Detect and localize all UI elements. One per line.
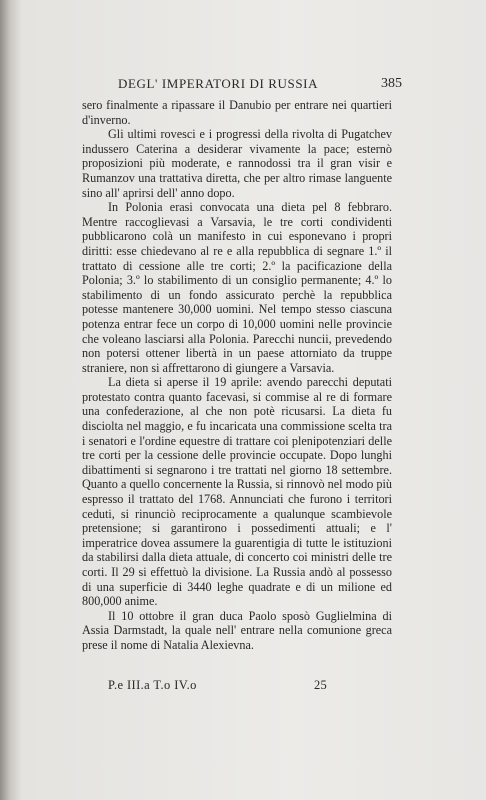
folio-number: 25: [314, 678, 328, 692]
paragraph-polonia-dieta: [82, 200, 392, 375]
paragraph-text: sero finalmente a ripassare il Danubio per entrare nei quartieri d'inverno.: [82, 98, 392, 127]
paragraph-dieta-aprile: [82, 375, 392, 609]
paragraph-text: Il 10 ottobre il gran duca Paolo sposò Guglielmina di Assia Darmstadt, la quale nell' entrare nella comunione greca prese il nome di Natalia Alexievna.: [82, 608, 392, 652]
paragraph-gran-duca-paolo: [82, 609, 392, 653]
page-footer: [82, 678, 392, 698]
paragraph-text: Gli ultimi rovesci e i progressi della rivolta di Pugatchev indussero Caterina a desiderar vivamente la pace; esternò proposizioni più moderate, e rannodossi tra il gran visir e Rumanzov una trattativa diretta, che per altro rimase languente sino all' aprirsi dell' anno dopo.: [82, 127, 392, 200]
running-head-title: DEGL' IMPERATORI DI RUSSIA: [118, 76, 319, 91]
page-number: 385: [381, 76, 402, 91]
paragraph-text: In Polonia erasi convocata una dieta pel 8 febbraro. Mentre raccoglievasi a Varsavia, le tre corti condividenti pubblicarono colà un manifesto in cui esponevano i propri diritti: esse chiedevano al re e alla repubblica di segnare 1.º il trattato di cessione alle tre corti; 2.º la pacificazione della Polonia; 3.º lo stabilimento di un consiglio permanente; 4.º lo stabilimento di un fondo assicurato perchè la repubblica potesse mantenere 30,000 uomini. Nel tempo stesso ciascuna potenza entrar fece un corpo di 10,000 uomini nelle provincie che voleano lasciarsi alla Polonia. Parecchi nuncii, prevedendo non potersi ottener libertà in un paese attorniato da truppe straniere, non si affrettarono di giungere a Varsavia.: [82, 200, 392, 375]
paragraph-pugatchev: [82, 127, 392, 200]
paragraph-text: La dieta si aperse il 19 aprile: avendo parecchi deputati protestato contra quanto facevasi, si commise al re di formare una confederazione, al che non potè ricusarsi. La dieta fu disciolta nel maggio, e fu incaricata una commissione scelta tra i senatori e l'ordine equestre di trattare coi plenipotenziari delle tre corti per la cessione delle provincie occupate. Dopo lunghi dibattimenti si segnarono i tre trattati nel giorno 18 settembre. Quanto a quello concernente la Russia, si rinnovò nel modo più espresso il trattato del 1768. Annunciati che furono i territori ceduti, si rinunciò reciprocamente a qualunque scambievole pretensione; si garantirono i possedimenti attuali; e l' imperatrice dovea assumere la guarentigia di tutte le istituzioni da stabilirsi dalla dieta attuale, di concerto coi ministri delle tre corti. Il 29 si effettuò la divisione. La Russia andò al possesso di una superficie di 3440 leghe quadrate e di un milione ed 800,000 anime.: [82, 375, 392, 609]
signature-mark: P.e III.a T.o IV.o: [108, 678, 197, 692]
running-head: [82, 76, 402, 96]
body-text: [82, 98, 392, 653]
paragraph-continuation: [82, 98, 392, 127]
book-page: [82, 70, 402, 710]
